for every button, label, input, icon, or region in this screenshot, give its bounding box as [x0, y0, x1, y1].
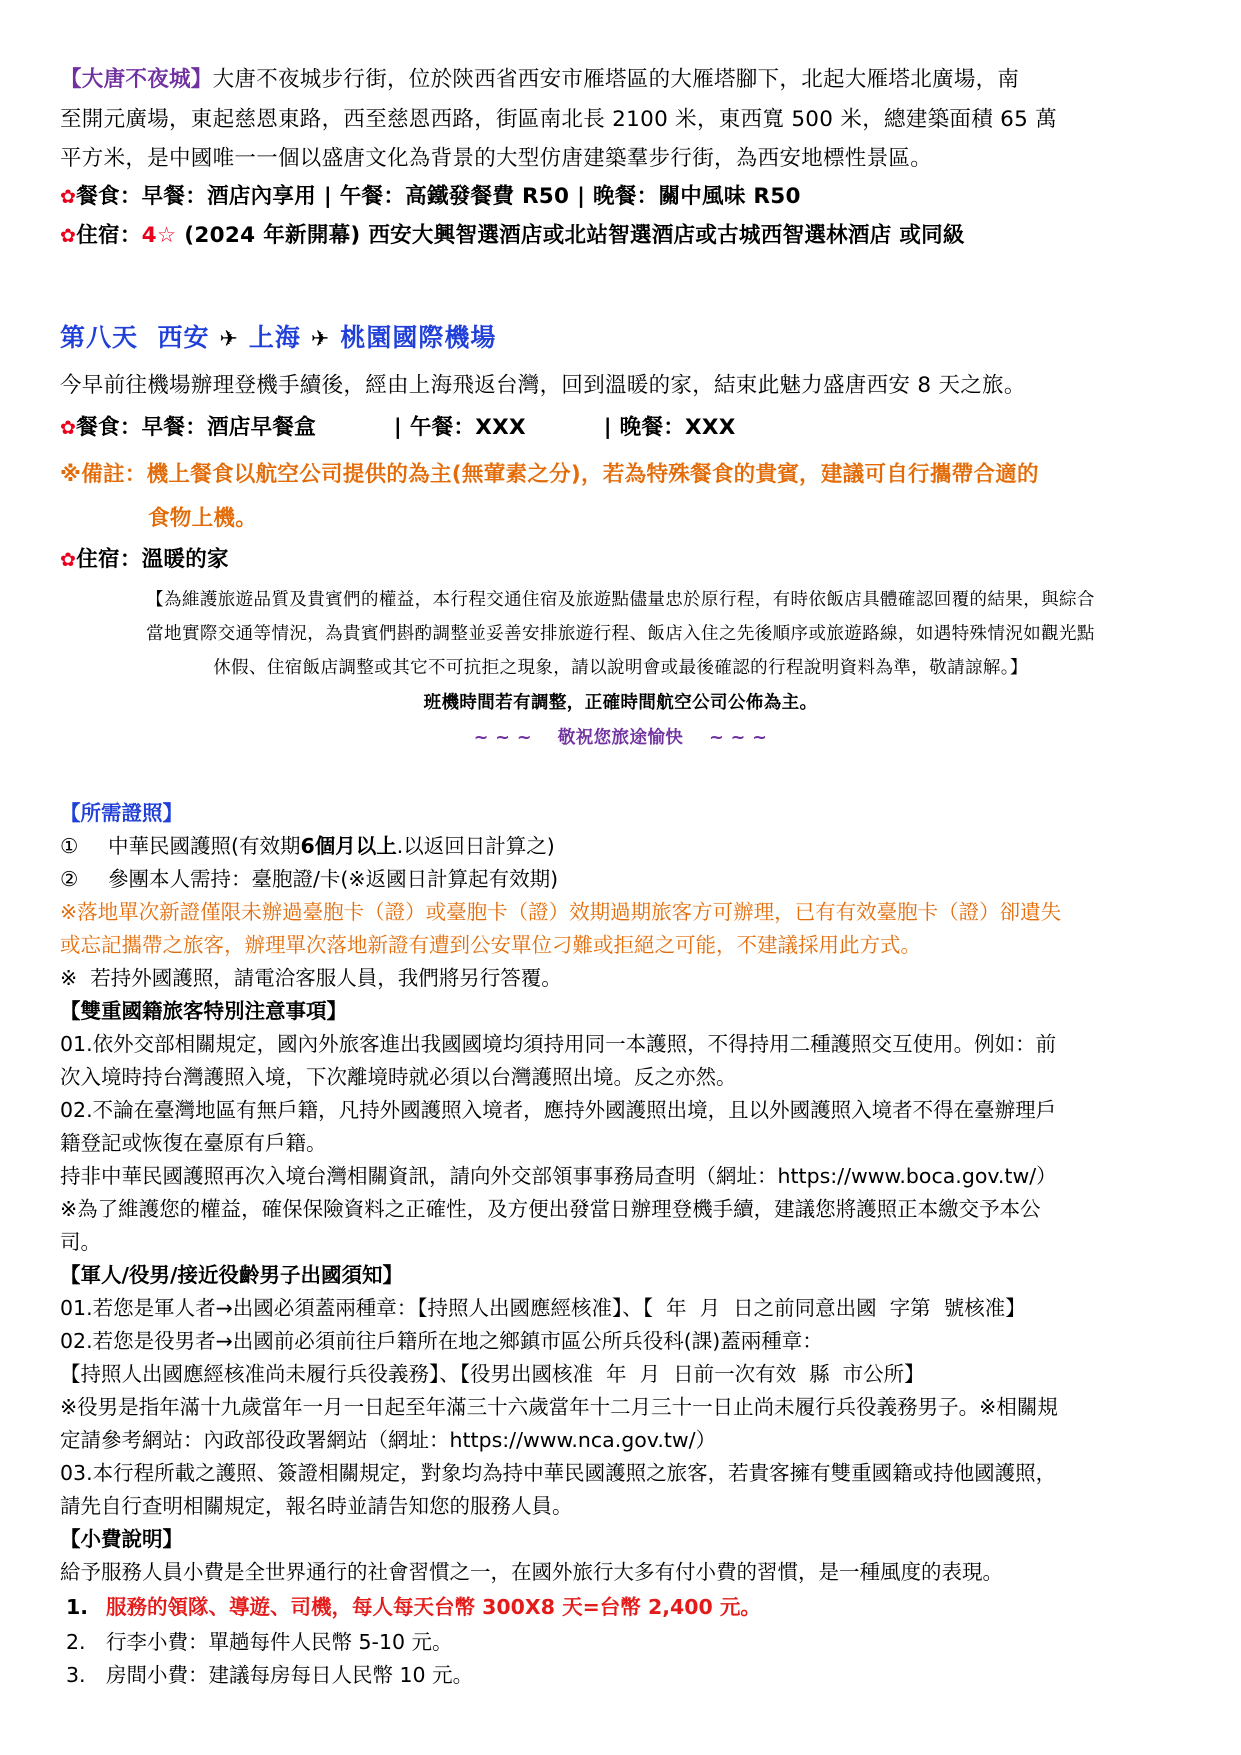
tips-item-num: 2. [66, 1630, 86, 1654]
circled-one: ① [60, 834, 79, 858]
airplane-icon: ✈ [219, 327, 239, 352]
tips-item-num: 3. [66, 1663, 86, 1687]
day8-meal-text: 餐食：早餐：酒店早餐盒 | 午餐：XXX | 晚餐：XXX [76, 415, 736, 440]
day8-mid: 上海 [248, 323, 301, 352]
day8-note-2: 食物上機。 [148, 506, 258, 531]
day8-meal [60, 410, 736, 441]
tips-item-text: 房間小費：建議每房每日人民幣 10 元。 [106, 1663, 474, 1687]
datang-stay-label: 住宿： [76, 223, 142, 248]
dual-p4-1: ※為了維護您的權益，確保保險資料之正確性，及方便出發當日辦理登機手續，建議您將護照正本繳交予本公 [60, 1197, 1041, 1221]
flower-icon: ✿ [60, 549, 77, 571]
documents-warn-2: 或忘記攜帶之旅客，辦理單次落地新證有遭到公安單位刁難或拒絕之可能，不建議採用此方式。 [60, 933, 921, 957]
day8-note-1: ※備註：機上餐食以航空公司提供的為主(無葷素之分)，若為特殊餐食的貴賓，建議可自行攜帶合適的 [60, 462, 1039, 487]
dual-p1-2: 次入境時持台灣護照入境，下次離境時就必須以台灣護照出境。反之亦然。 [60, 1065, 737, 1089]
military-l4: ※役男是指年滿十九歲當年一月一日起至年滿三十六歲當年十二月三十一日止尚未履行兵役義務男子。※相關規 [60, 1395, 1058, 1419]
datang-desc-1: 大唐不夜城步行街，位於陝西省西安市雁塔區的大雁塔腳下，北起大雁塔北廣場，南 [212, 67, 1020, 92]
passport-validity: 6個月以上 [300, 834, 397, 858]
passport-req-c: .以返回日計算之) [396, 834, 555, 858]
documents-item-1 [60, 829, 555, 859]
military-l3: 【持照人出國應經核准尚未履行兵役義務】、【役男出國核准 年 月 日前一次有效 縣 市公所】 [60, 1362, 925, 1386]
flower-icon: ✿ [60, 417, 77, 439]
wish-note: ~ ~ ~ 敬祝您旅途愉快 ~ ~ ~ [473, 728, 768, 748]
circled-two: ② [60, 867, 79, 891]
day8-heading [60, 318, 496, 354]
dual-p2-1: 02.不論在臺灣地區有無戶籍，凡持外國護照入境者，應持外國護照出境，且以外國護照入境者不得在臺辦理戶 [60, 1098, 1057, 1122]
dual-p1-1: 01.依外交部相關規定，國內外旅客進出我國國境均須持用同一本護照，不得持用二種護照交互使用。例如：前 [60, 1032, 1057, 1056]
military-l1: 01.若您是軍人者→出國必須蓋兩種章：【持照人出國應經核准】、【 年 月 日之前同意出國 字第 號核准】 [60, 1296, 1026, 1320]
military-title: 【軍人/役男/接近役齡男子出國須知】 [60, 1263, 403, 1287]
day8-to: 桃園國際機場 [340, 323, 497, 352]
documents-foreign: ※ 若持外國護照，請電洽客服人員，我們將另行答覆。 [60, 966, 562, 990]
dual-p3[interactable]: 持非中華民國護照再次入境台灣相關資訊，請向外交部領事事務局查明（網址：https://www.boca.gov.tw/） [60, 1164, 1057, 1188]
tips-item-2 [66, 1625, 453, 1655]
day8-stay [60, 542, 229, 573]
tips-item-3 [66, 1658, 473, 1688]
taiwan-compatriot-permit: 參團本人需持：臺胞證/卡(※返國日計算起有效期) [108, 867, 559, 891]
datang-desc-3: 平方米，是中國唯一一個以盛唐文化為背景的大型仿唐建築羣步行街，為西安地標性景區。 [60, 146, 933, 171]
dual-p4-2: 司。 [60, 1230, 101, 1254]
datang-desc-2: 至開元廣場，東起慈恩東路，西至慈恩西路，街區南北長 2100 米，東西寬 500 米，總建築面積 65 萬 [60, 107, 1058, 132]
day8-label: 第八天 [60, 323, 139, 352]
flower-icon: ✿ [60, 225, 77, 247]
military-l2: 02.若您是役男者→出國前必須前往戶籍所在地之鄉鎮市區公所兵役科(課)蓋兩種章： [60, 1329, 823, 1353]
datang-line-1 [60, 62, 1019, 93]
tips-item-text: 行李小費：單趟每件人民幣 5-10 元。 [106, 1630, 453, 1654]
dual-p2-2: 籍登記或恢復在臺原有戶籍。 [60, 1131, 327, 1155]
flight-time-note: 班機時間若有調整，正確時間航空公司公佈為主。 [423, 693, 818, 713]
datang-meal-text: 餐食：早餐：酒店內享用 | 午餐：高鐵發餐費 R50 | 晚餐：關中風味 R50 [76, 184, 801, 209]
documents-item-2 [60, 862, 558, 892]
dual-title: 【雙重國籍旅客特別注意事項】 [60, 999, 347, 1023]
passport-req-a: 中華民國護照(有效期 [108, 834, 301, 858]
day8-desc: 今早前往機場辦理登機手續後，經由上海飛返台灣，回到溫暖的家，結束此魅力盛唐西安 8 天之旅。 [60, 373, 1026, 398]
tips-item-text: 服務的領隊、導遊、司機，每人每天台幣 300X8 天=台幣 2,400 元。 [106, 1595, 761, 1619]
hotel-star-rating: 4☆ [141, 223, 177, 248]
tips-item-1 [66, 1590, 761, 1620]
disclaimer-line-2: 當地實際交通等情況，為貴賓們斟酌調整並妥善安排旅遊行程、飯店入住之先後順序或旅遊路線，如遇特殊情況如觀光點 [146, 624, 1095, 644]
tips-intro: 給予服務人員小費是全世界通行的社會習慣之一，在國外旅行大多有付小費的習慣，是一種風度的表現。 [60, 1560, 1003, 1584]
disclaimer-line-3: 休假、住宿飯店調整或其它不可抗拒之現象，請以說明會或最後確認的行程說明資料為準，敬請諒解。】 [213, 658, 1028, 678]
datang-title: 【大唐不夜城】 [60, 67, 213, 92]
documents-title: 【所需證照】 [60, 801, 183, 825]
day8-from: 西安 [157, 323, 210, 352]
military-l7: 請先自行查明相關規定，報名時並請告知您的服務人員。 [60, 1494, 573, 1518]
datang-stay [60, 218, 965, 249]
military-l6: 03.本行程所載之護照、簽證相關規定，對象均為持中華民國護照之旅客，若貴客擁有雙重國籍或持他國護照， [60, 1461, 1057, 1485]
military-l5[interactable]: 定請參考網站：內政部役政署網站（網址：https://www.nca.gov.tw/） [60, 1428, 717, 1452]
airplane-icon: ✈ [310, 327, 331, 352]
tips-item-num: 1. [66, 1595, 89, 1619]
documents-warn-1: ※落地單次新證僅限未辦過臺胞卡（證）或臺胞卡（證）效期過期旅客方可辦理，已有有效臺胞卡（證）卻遺失 [60, 900, 1062, 924]
datang-meal [60, 179, 801, 210]
datang-stay-text: (2024 年新開幕) 西安大興智選酒店或北站智選酒店或古城西智選林酒店 或同級 [176, 223, 965, 248]
day8-stay-text: 住宿：溫暖的家 [76, 547, 229, 572]
tips-title: 【小費說明】 [60, 1527, 183, 1551]
flower-icon: ✿ [60, 186, 77, 208]
disclaimer-line-1: 【為維護旅遊品質及貴賓們的權益，本行程交通住宿及旅遊點儘量忠於原行程，有時依飯店具體確認回覆的結果，與綜合 [146, 590, 1095, 610]
